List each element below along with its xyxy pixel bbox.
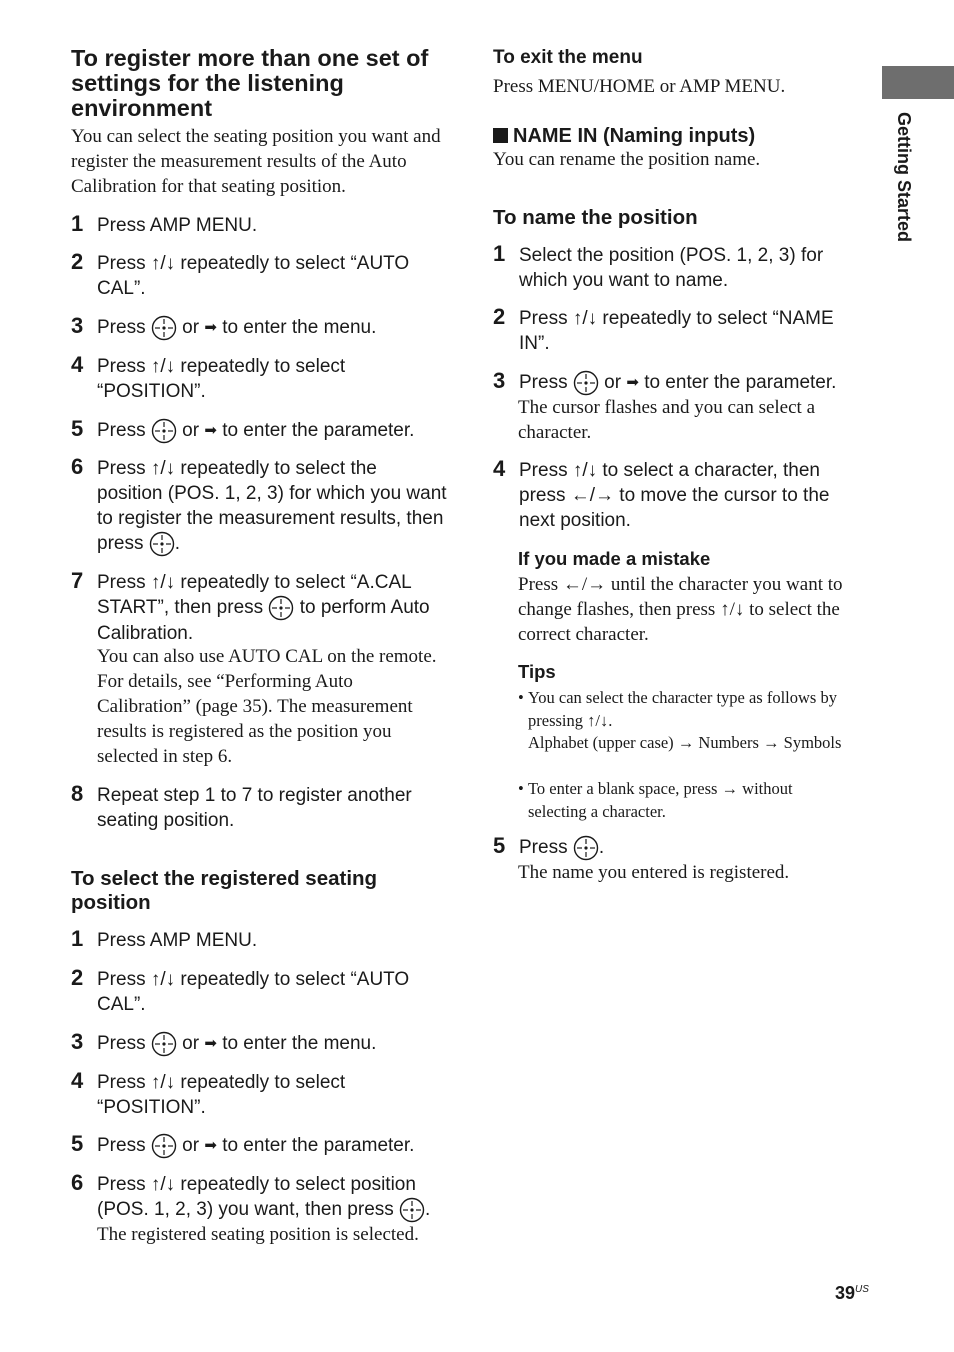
- enter-button-icon: [151, 1031, 177, 1057]
- right-arrow-icon: ➡: [204, 1137, 217, 1154]
- right-arrow-icon: ➡: [626, 374, 639, 391]
- exit-menu-text: Press MENU/HOME or AMP MENU.: [493, 76, 786, 97]
- intro-paragraph: You can select the seating position you want and register the measurement results of the Auto Calibration for that seating position.: [71, 126, 441, 197]
- name-in-heading: NAME IN (Naming inputs): [493, 124, 755, 148]
- name-position-heading: To name the position: [493, 206, 698, 229]
- section-heading-select: To select the registered seating position: [71, 867, 378, 914]
- section-tab: [882, 66, 954, 99]
- page-number: $39^{US}$: [835, 1283, 869, 1303]
- right-arrow-icon: ➡: [204, 1035, 217, 1052]
- section-tab-label: Getting Started: [894, 112, 914, 243]
- enter-button-icon: [151, 1133, 177, 1159]
- step-7-note: You can also use AUTO CAL on the remote. For details, see “Performing Auto Calibration” (page 35). The measurement results is registered as the position you selected in step 6.: [97, 646, 437, 767]
- enter-button-icon: [399, 1197, 425, 1223]
- right-arrow-icon: ➡: [204, 422, 217, 439]
- tips-heading: Tips: [518, 661, 556, 682]
- step-6-note: The registered seating position is selected.: [97, 1224, 419, 1245]
- enter-button-icon: [268, 595, 294, 621]
- enter-button-icon: [149, 531, 175, 557]
- enter-button-icon: [573, 835, 599, 861]
- step-5-note: The name you entered is registered.: [518, 862, 790, 883]
- right-arrow-icon: ➡: [204, 319, 217, 336]
- exit-menu-heading: To exit the menu: [493, 47, 643, 68]
- enter-button-icon: [573, 370, 599, 396]
- name-in-text: You can rename the position name.: [493, 149, 761, 170]
- enter-button-icon: [151, 315, 177, 341]
- mistake-heading: If you made a mistake: [518, 548, 711, 569]
- square-bullet-icon: [493, 128, 508, 143]
- section-heading-register: To register more than one set of settings for the listening environment: [71, 45, 429, 121]
- step-3-note: The cursor flashes and you can select a character.: [518, 397, 816, 443]
- enter-button-icon: [151, 418, 177, 444]
- mistake-text: Press ←/→ until the character you want to change flashes, then press ↑/↓ to select the correct character.: [518, 574, 843, 645]
